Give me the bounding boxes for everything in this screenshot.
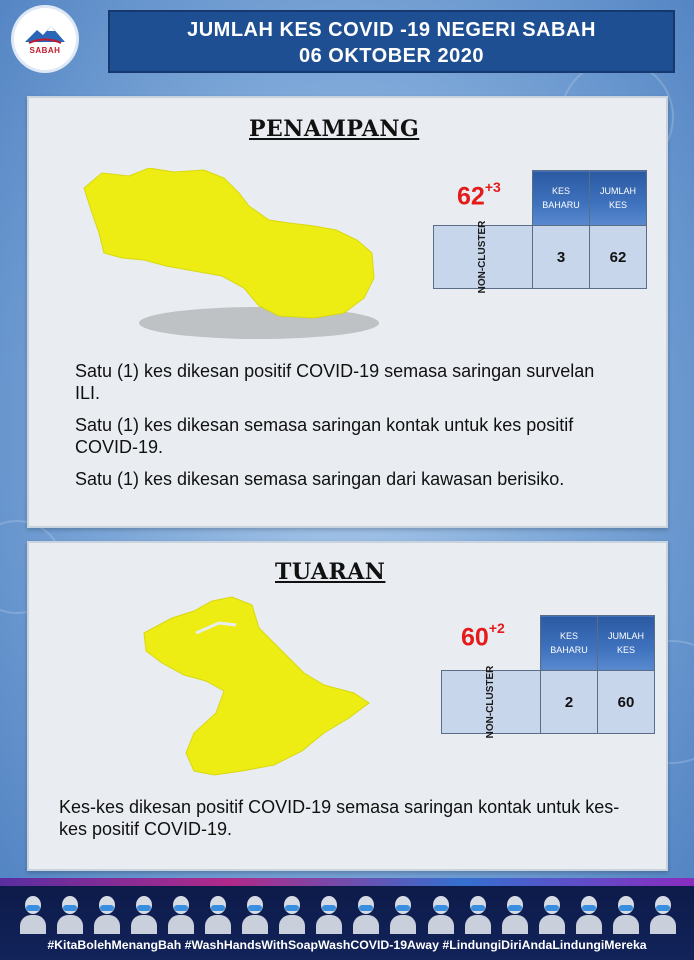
row-label: NON-CLUSTER	[477, 220, 488, 294]
person-mask-icon	[576, 892, 602, 934]
case-table	[433, 170, 647, 294]
sabah-logo	[14, 8, 76, 70]
person-mask-icon	[20, 892, 46, 934]
page-date: 06 OKTOBER 2020	[299, 45, 484, 67]
person-mask-icon	[539, 892, 565, 934]
person-mask-icon	[650, 892, 676, 934]
case-note: Satu (1) kes dikesan positif COVID-19 semasa saringan survelan ILI.	[75, 361, 595, 403]
row-label-cell	[442, 665, 541, 739]
district-title: PENAMPANG	[249, 116, 420, 142]
person-mask-icon	[242, 892, 268, 934]
total-value: 62	[457, 182, 485, 211]
case-note: Kes-kes dikesan positif COVID-19 semasa saringan kontak untuk kes-kes positif COVID-19.	[59, 797, 620, 839]
hashtag-line: #KitaBolehMenangBah #WashHandsWithSoapWashCOVID-19Away #LindungiDiriAndaLindungiMereka	[47, 938, 647, 952]
person-mask-icon	[502, 892, 528, 934]
table-row	[434, 226, 647, 289]
page-title: JUMLAH KES COVID -19 NEGERI SABAH	[187, 19, 596, 41]
row-label: NON-CLUSTER	[485, 665, 496, 739]
total-cases-value: 60	[598, 671, 655, 734]
col-header-total-cases: JUMLAH KES	[598, 616, 655, 671]
person-mask-icon	[57, 892, 83, 934]
person-mask-icon	[465, 892, 491, 934]
footer-banner	[0, 886, 694, 960]
case-note: Satu (1) kes dikesan semasa saringan dari kawasan berisiko.	[75, 469, 565, 489]
person-mask-icon	[390, 892, 416, 934]
district-panel-penampang	[27, 96, 668, 528]
total-cases-value: 62	[590, 226, 647, 289]
frontliner-icons	[20, 892, 676, 936]
person-mask-icon	[131, 892, 157, 934]
total-increase: +2	[488, 620, 505, 636]
col-header-new-cases: KES BAHARU	[533, 171, 590, 226]
person-mask-icon	[316, 892, 342, 934]
person-mask-icon	[168, 892, 194, 934]
district-title: TUARAN	[275, 559, 386, 585]
total-value: 60	[461, 623, 489, 652]
row-label-cell	[434, 220, 533, 294]
new-cases-value: 3	[533, 226, 590, 289]
case-table	[441, 615, 655, 739]
person-mask-icon	[613, 892, 639, 934]
total-increase: +3	[484, 179, 501, 195]
logo-text: SABAH	[29, 45, 61, 55]
page-header	[108, 10, 675, 73]
table-row	[442, 671, 655, 734]
person-mask-icon	[94, 892, 120, 934]
new-cases-value: 2	[541, 671, 598, 734]
col-header-new-cases: KES BAHARU	[541, 616, 598, 671]
person-mask-icon	[353, 892, 379, 934]
sabah-mountain-logo-icon	[25, 24, 65, 44]
case-note: Satu (1) kes dikesan semasa saringan kontak untuk kes positif COVID-19.	[75, 415, 574, 457]
person-mask-icon	[205, 892, 231, 934]
col-header-total-cases: JUMLAH KES	[590, 171, 647, 226]
person-mask-icon	[279, 892, 305, 934]
penampang-map-icon	[74, 168, 384, 353]
district-panel-tuaran	[27, 541, 668, 871]
tuaran-map-icon	[124, 593, 374, 788]
person-mask-icon	[428, 892, 454, 934]
